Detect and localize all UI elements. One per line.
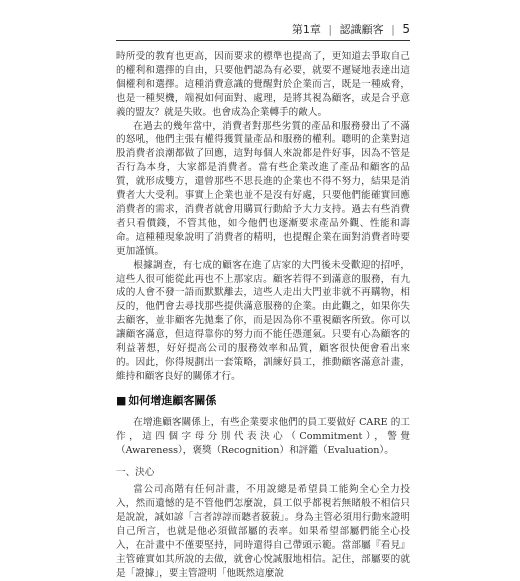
header-text	[292, 22, 410, 37]
section-heading	[116, 394, 410, 408]
chapter-number: 第1章	[291, 23, 321, 36]
paragraph: 在增進顧客關係上，有些企業要求他們的員工要做好 CARE 的工作，這四個字母分別代表決心（Commitment），警覺（Awareness），褒獎（Recognition）和評鑑（Evaluation）。	[116, 416, 410, 456]
chapter-title: 認識顧客	[339, 23, 384, 36]
header-separator: |	[328, 23, 333, 36]
paragraph: 當公司高階有任何計畫，不用說總是希望員工能夠全心全力投入，然而遺憾的是不管他們怎麼說，員工似乎都視若無睹般不相信只是說說，誠如諺「言者諄諄而聽者藐藐」。身為主管必須用行動來證明自己所言，也就是他必須做部屬的表率。如果希望部屬們能全心投入，在計畫中不僅要堅持，同時還得自己帶頭示範。當部屬『看見』主管確實如其所說的去做，就會心悅誠服地相信。記住，部屬要的就是「證據」，要主管證明「他既然這麼說	[116, 484, 410, 579]
page-number: 5	[402, 22, 410, 36]
section-heading-text: 如何增進顧客關係	[128, 393, 217, 407]
running-header	[116, 22, 410, 41]
paragraph: 在過去的幾年當中，消費者對那些劣質的產品和服務發出了不滿的怒吼，他們主張有權得獲質量產品和服務的權利。聰明的企業對這股消費者浪潮都做了回應，這對每個人來說都是件好事，因為不管是否行為本身，大家都是消費者。當有些企業改進了產品和顧客的品質，就形成雙方，還曾那些不思長進的企業也不得不努力，結果是消費者大大受利。事實上企業也並不是沒有好處，只要他們能確實回應消費者的需求，消費者就會用購買行動給予大力支持。過去有些消費者只看價錢，不管其他，如今他們也逐漸要求產品外觀、性能和壽命。這種種現象說明了消費者的精明，也提醒企業在面對消費者時要更加謹慎。	[116, 120, 410, 257]
header-separator-2: |	[391, 23, 395, 36]
body-text	[116, 50, 410, 581]
square-bullet-icon: ■	[116, 393, 127, 407]
paragraph: 時所受的教育也更高，因而要求的標準也提高了，更知道去爭取自己的權利和選擇的自由，只要他們認為有必要，就要不遲疑地表達出這個權利和選擇。這種消費意識的覺醒對於企業而言，既是一種威脅，也是一種契機，端視如何面對、處理，是將其視為顧客，或是合乎意義的盟友？就是失敗。也會成為企業轉手的敵人。	[116, 51, 410, 118]
paragraph: 根據調查，有七成的顧客在進了店家的大門後未受歡迎的招呼，這些人很可能從此再也不上那家店。顧客若得不到滿意的服務，有九成的人會不發一語而默默離去，這些人走出大門並非就不再購物，相反的，他們會去尋找那些提供滿意服務的企業。由此觀之，如果你失去顧客，並非顧客先拋棄了你，而是因為你不重視顧客所致。你可以讓顧客滿意，但這得靠你的努力而不能任憑運氣。只要有心為顧客的利益著想，好好提高公司的服務效率和品質，顧客很快便會看出來的。因此，你得規劃出一套策略，訓練好員工，推動顧客滿意計畫，維持和顧客良好的關係才行。	[116, 259, 410, 382]
subsection-heading: 一、決心	[116, 467, 155, 479]
